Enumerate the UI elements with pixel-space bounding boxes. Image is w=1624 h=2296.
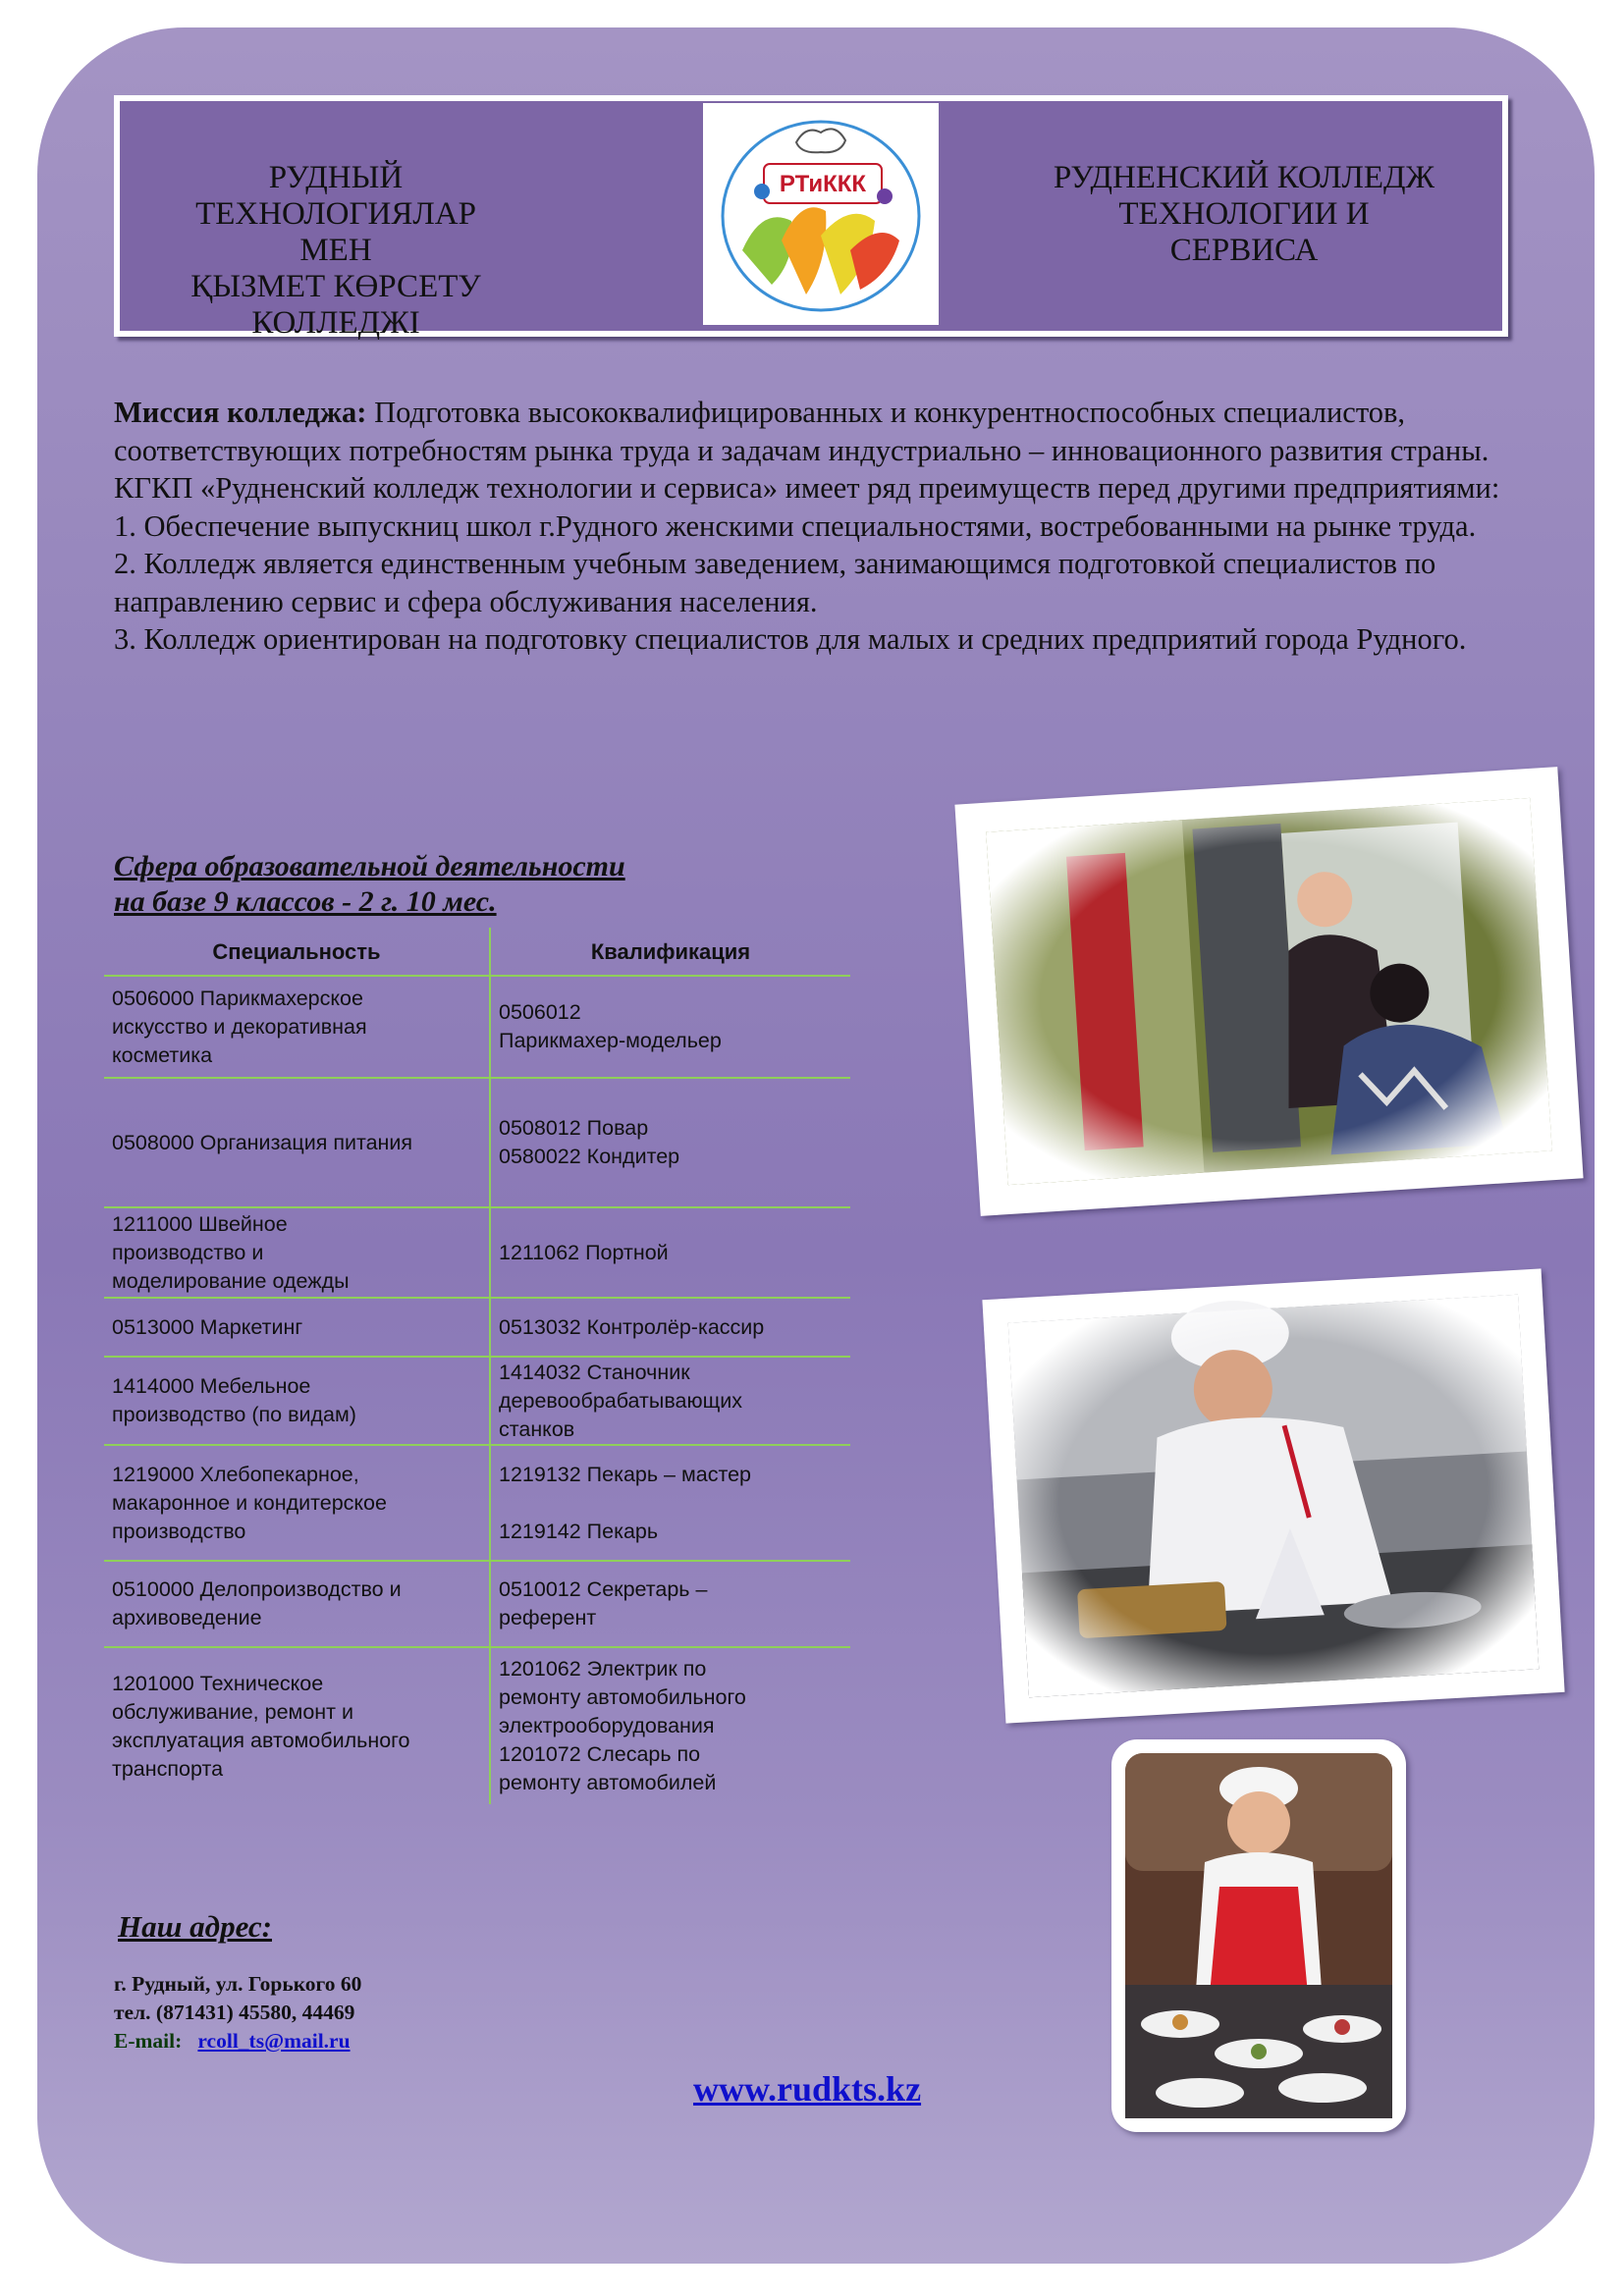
ru-title-line: СЕРВИСА xyxy=(1169,233,1319,268)
cell-line: 0506000 Парикмахерское xyxy=(112,986,363,1010)
specialty-cell xyxy=(104,1445,490,1561)
table-row xyxy=(104,1298,850,1357)
qualification-cell xyxy=(490,1357,850,1445)
cell-line: ремонту автомобильного xyxy=(499,1685,746,1709)
table-row xyxy=(104,1207,850,1298)
cell-line: станков xyxy=(499,1416,575,1441)
address-title: Наш адрес: xyxy=(118,1909,272,1944)
cell-line: 1211000 Швейное xyxy=(112,1211,288,1236)
qualification-cell xyxy=(490,1298,850,1357)
education-title-line: Сфера образовательной деятельности xyxy=(114,850,625,882)
cell-line: 1201072 Слесарь по xyxy=(499,1742,701,1766)
college-name-russian xyxy=(1053,160,1435,269)
website-link[interactable]: www.rudkts.kz xyxy=(693,2069,922,2109)
table-row xyxy=(104,976,850,1078)
cell-line: косметика xyxy=(112,1042,213,1067)
table-header-row xyxy=(104,928,850,976)
kz-title-line: РУДНЫЙ xyxy=(268,160,404,195)
chef-photo-icon xyxy=(1111,1739,1406,2132)
cell-line: 1414032 Станочник xyxy=(499,1360,690,1384)
cell-line: 1219132 Пекарь – мастер xyxy=(499,1462,751,1486)
table-row xyxy=(104,1647,850,1804)
kz-title-line: КОЛЛЕДЖІ xyxy=(251,305,420,341)
cell-line: макаронное и кондитерское xyxy=(112,1490,387,1515)
email-label: E-mail: xyxy=(114,2029,183,2053)
cell-line: 0510012 Секретарь – xyxy=(499,1577,708,1601)
cell-line: искусство и декоративная xyxy=(112,1014,367,1039)
email-line xyxy=(114,2027,361,2056)
cell-line: 0513032 Контролёр-кассир xyxy=(499,1314,765,1339)
cell-line: 1201062 Электрик по xyxy=(499,1657,707,1681)
logo-text: РТиККК xyxy=(779,171,867,197)
specialty-cell xyxy=(104,1357,490,1445)
email-link[interactable]: rcoll_ts@mail.ru xyxy=(197,2029,351,2053)
table-row xyxy=(104,1445,850,1561)
specialty-cell xyxy=(104,1561,490,1647)
cell-line: деревообрабатывающих xyxy=(499,1388,743,1413)
mission-point: 1. Обеспечение выпускниц школ г.Рудного женскими специальностями, востребованными на рынке труда. xyxy=(114,508,1477,543)
cell-line: электрооборудования xyxy=(499,1714,715,1737)
specialty-table xyxy=(104,928,850,1804)
table-row xyxy=(104,1561,850,1647)
hairdressing-photo-icon xyxy=(954,767,1583,1216)
cell-line: производство и xyxy=(112,1240,264,1264)
website xyxy=(693,2068,921,2109)
college-logo xyxy=(703,103,939,325)
cell-line: производство xyxy=(112,1519,246,1543)
qualification-cell xyxy=(490,1207,850,1298)
specialty-cell xyxy=(104,1298,490,1357)
photo-hairdressing xyxy=(954,767,1583,1216)
table-row xyxy=(104,1357,850,1445)
cell-line: 0508012 Повар xyxy=(499,1116,649,1140)
cell-line-blank xyxy=(499,1489,842,1518)
qualification-cell xyxy=(490,976,850,1078)
cell-line: 1219142 Пекарь xyxy=(499,1519,659,1543)
cell-line: 0513000 Маркетинг xyxy=(112,1314,303,1339)
specialty-cell xyxy=(104,1078,490,1207)
qualification-cell xyxy=(490,1647,850,1804)
mission-point: 2. Колледж является единственным учебным заведением, занимающимся подготовкой специалистов по направлению сервис и сфера обслуживания населения. xyxy=(114,547,1436,618)
qualification-cell xyxy=(490,1078,850,1207)
specialty-cell xyxy=(104,976,490,1078)
logo-emblem-icon xyxy=(703,103,939,325)
cell-line: 1414000 Мебельное xyxy=(112,1374,311,1398)
table-row xyxy=(104,1078,850,1207)
qualification-cell xyxy=(490,1445,850,1561)
cell-line: обслуживание, ремонт и xyxy=(112,1699,353,1724)
mission-text: Подготовка высококвалифицированных и конкурентноспособных специалистов, соответствующих потребностям рынка труда и задачам индустриально – инновационного развития страны. xyxy=(114,396,1489,467)
mission-point: 3. Колледж ориентирован на подготовку специалистов для малых и средних предприятий города Рудного. xyxy=(114,622,1467,656)
education-title xyxy=(114,849,625,920)
cell-line: 1219000 Хлебопекарное, xyxy=(112,1462,359,1486)
ru-title-line: РУДНЕНСКИЙ КОЛЛЕДЖ xyxy=(1053,160,1435,195)
cell-line: референт xyxy=(499,1606,597,1629)
cell-line: 0508000 Организация питания xyxy=(112,1130,413,1154)
mission-label: Миссия колледжа: xyxy=(114,396,367,429)
mission-section xyxy=(114,394,1518,659)
specialty-cell xyxy=(104,1207,490,1298)
cell-line: 0580022 Кондитер xyxy=(499,1145,680,1168)
cell-line: архивоведение xyxy=(112,1606,262,1629)
education-title-line: на базе 9 классов - 2 г. 10 мес. xyxy=(114,885,497,918)
cell-line: 1201000 Техническое xyxy=(112,1671,324,1695)
cell-line: эксплуатация автомобильного xyxy=(112,1728,410,1752)
address-line: г. Рудный, ул. Горького 60 xyxy=(114,1972,362,1996)
cell-line: моделирование одежды xyxy=(112,1268,350,1293)
phone-line: тел. (871431) 45580, 44469 xyxy=(114,2001,355,2024)
kz-title-line: ҚЫЗМЕТ КӨРСЕТУ xyxy=(190,269,481,304)
cell-line: Парикмахер-модельер xyxy=(499,1029,722,1052)
cell-line: 0506012 xyxy=(499,1000,581,1024)
photo-chef xyxy=(1111,1739,1406,2132)
cell-line: производство (по видам) xyxy=(112,1403,356,1426)
address-block xyxy=(114,1970,361,2056)
qualification-cell xyxy=(490,1561,850,1647)
college-name-kazakh xyxy=(189,160,483,342)
cell-line: транспорта xyxy=(112,1756,224,1781)
cell-line: 1211062 Портной xyxy=(499,1240,669,1264)
column-header-specialty: Специальность xyxy=(104,928,490,976)
column-header-qualification: Квалификация xyxy=(490,928,850,976)
header-banner xyxy=(114,95,1508,341)
mission-intro: КГКП «Рудненский колледж технологии и сервиса» имеет ряд преимуществ перед другими предприятиями: xyxy=(114,471,1500,505)
specialty-cell xyxy=(104,1647,490,1804)
photo-cooking xyxy=(982,1268,1564,1723)
cell-line: ремонту автомобилей xyxy=(499,1771,717,1794)
header-panel xyxy=(120,101,1502,341)
kz-title-line: ТЕХНОЛОГИЯЛАР МЕН xyxy=(195,196,476,268)
mission-paragraph xyxy=(114,394,1518,469)
ru-title-line: ТЕХНОЛОГИИ И xyxy=(1118,196,1370,232)
cell-line: 0510000 Делопроизводство и xyxy=(112,1577,402,1601)
cooking-photo-icon xyxy=(982,1268,1564,1723)
